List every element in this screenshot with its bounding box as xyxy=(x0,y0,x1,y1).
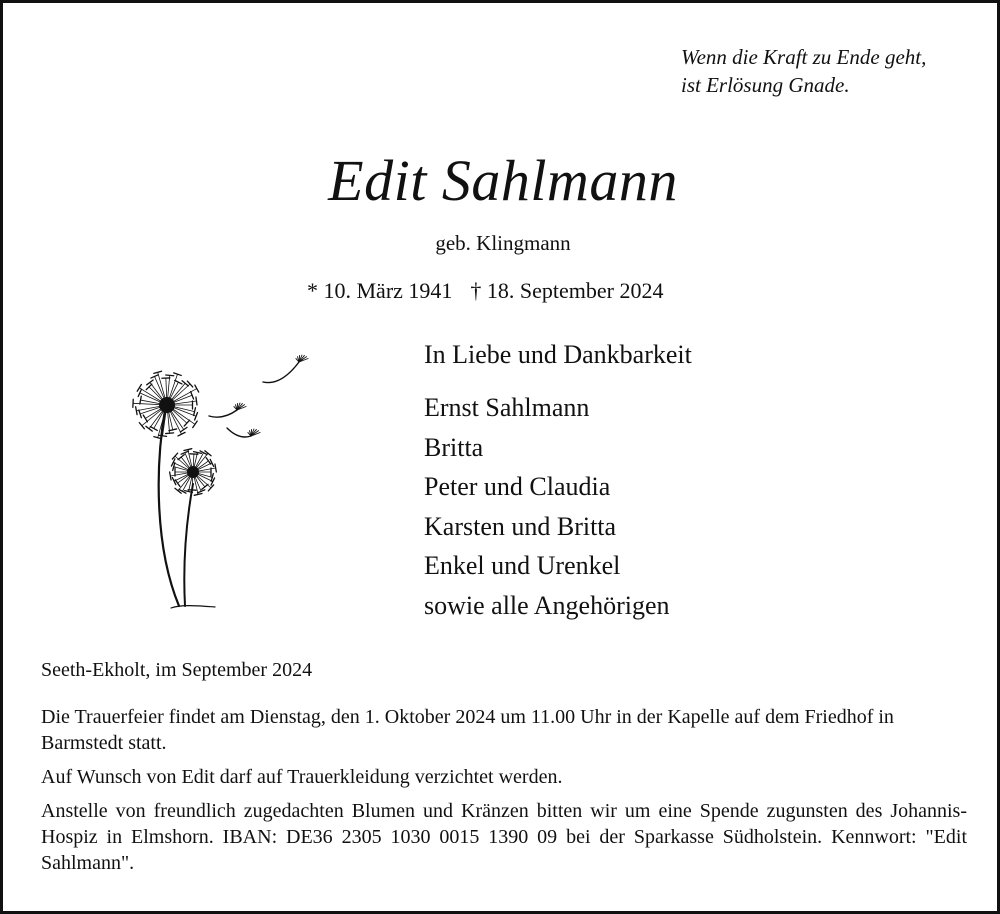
mourner-name: Britta xyxy=(424,432,484,462)
funeral-info: Die Trauerfeier findet am Dienstag, den 1. Oktober 2024 um 11.00 Uhr in der Kapelle auf dem Friedhof in Barmstedt statt. xyxy=(41,706,894,754)
mourner-name: Karsten und Britta xyxy=(424,511,617,541)
attire-info: Auf Wunsch von Edit darf auf Trauerkleidung verzichtet werden. xyxy=(41,766,563,788)
motto-line-2: ist Erlösung Gnade. xyxy=(681,73,850,97)
birth-date: * 10. März 1941 xyxy=(307,278,453,303)
deceased-name: Edit Sahlmann xyxy=(328,148,678,213)
mourner-name: Peter und Claudia xyxy=(424,472,611,501)
mourner-name: Ernst Sahlmann xyxy=(424,393,590,422)
motto-line-1: Wenn die Kraft zu Ende geht, xyxy=(681,45,927,69)
birth-name: geb. Klingmann xyxy=(435,231,571,255)
mourner-name: sowie alle Angehörigen xyxy=(424,590,670,620)
motto-quote xyxy=(681,43,926,99)
mourner-name: Enkel und Urenkel xyxy=(424,551,621,580)
dandelion-illustration-icon xyxy=(121,348,321,618)
place-date: Seeth-Ekholt, im September 2024 xyxy=(41,659,313,681)
death-date: † 18. September 2024 xyxy=(470,278,664,303)
donation-info: Anstelle von freundlich zugedachten Blumen und Kränzen bitten wir um eine Spende zugunsten des Johannis-Hospiz in Elmshorn. IBAN: DE36 2305 1030 0015 1390 09 bei der Sparkasse Südholstein. Kennwort: "Edit Sahlmann". xyxy=(41,800,967,874)
mourners-list xyxy=(424,388,670,625)
life-dates xyxy=(307,276,664,306)
mourners-intro: In Liebe und Dankbarkeit xyxy=(424,340,692,369)
